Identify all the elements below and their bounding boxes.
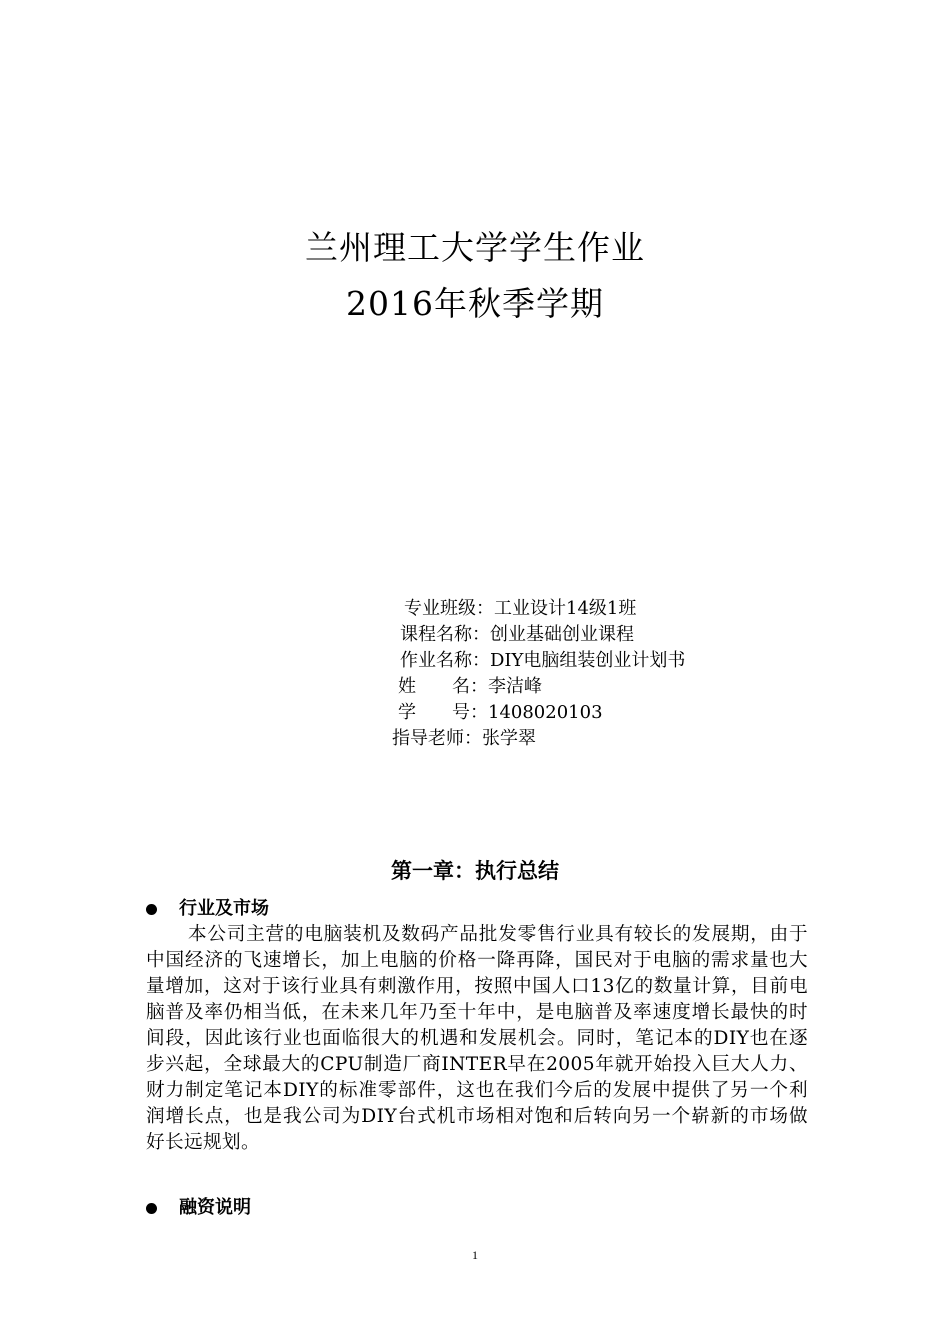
- info-row-class: [392, 596, 685, 622]
- info-colon: ：: [472, 650, 490, 671]
- section-heading-industry: [146, 896, 269, 922]
- info-colon: ：: [464, 728, 482, 749]
- info-row-student-id: [392, 700, 685, 726]
- info-colon: ：: [476, 598, 494, 619]
- student-info-block: [392, 596, 685, 752]
- info-value-assignment: DIY电脑组装创业计划书: [490, 650, 686, 671]
- info-row-name: [392, 674, 685, 700]
- info-value-student-id: 1408020103: [488, 702, 603, 723]
- info-value-course: 创业基础创业课程: [490, 624, 634, 645]
- info-value-advisor: 张学翠: [482, 728, 536, 749]
- chapter-title: 第一章：执行总结: [391, 858, 559, 883]
- bullet-icon: [146, 1203, 157, 1214]
- info-colon: ：: [472, 624, 490, 645]
- info-row-course: [392, 622, 685, 648]
- industry-paragraph: 本公司主营的电脑装机及数码产品批发零售行业具有较长的发展期，由于中国经济的飞速增长，加上电脑的价格一降再降，国民对于电脑的需求量也大量增加，这对于该行业具有刺激作用，按照中国人口13亿的数量计算，目前电脑普及率仍相当低，在未来几年乃至十年中，是电脑普及率速度增长最快的时间段，因此该行业也面临很大的机遇和发展机会。同时，笔记本的DIY也在逐步兴起，全球最大的CPU制造厂商INTER早在2005年就开始投入巨大人力、财力制定笔记本DIY的标准零部件，这也在我们今后的发展中提供了另一个利润增长点，也是我公司为DIY台式机市场相对饱和后转向另一个崭新的市场做好长远规划。: [146, 924, 808, 1153]
- document-title-line1: 兰州理工大学学生作业: [305, 228, 645, 267]
- info-label-assignment: 作业名称: [400, 650, 472, 671]
- info-label-course: 课程名称: [400, 624, 472, 645]
- info-label-name: 姓 名: [398, 676, 470, 697]
- info-value-name: 李洁峰: [488, 676, 542, 697]
- info-label-student-id: 学 号: [398, 702, 470, 723]
- info-label-advisor: 指导老师: [392, 728, 464, 749]
- info-row-advisor: [392, 726, 685, 752]
- info-value-class: 工业设计14级1班: [494, 598, 637, 619]
- section-heading-label: 行业及市场: [179, 898, 269, 919]
- info-row-assignment: [392, 648, 685, 674]
- bullet-icon: [146, 904, 157, 915]
- page-number: 1: [472, 1248, 478, 1262]
- document-title-line2: 2016年秋季学期: [346, 284, 604, 323]
- info-colon: ：: [470, 676, 488, 697]
- info-label-class: 专业班级: [404, 598, 476, 619]
- section-heading-financing: [146, 1195, 251, 1221]
- section-heading-label: 融资说明: [179, 1197, 251, 1218]
- info-colon: ：: [470, 702, 488, 723]
